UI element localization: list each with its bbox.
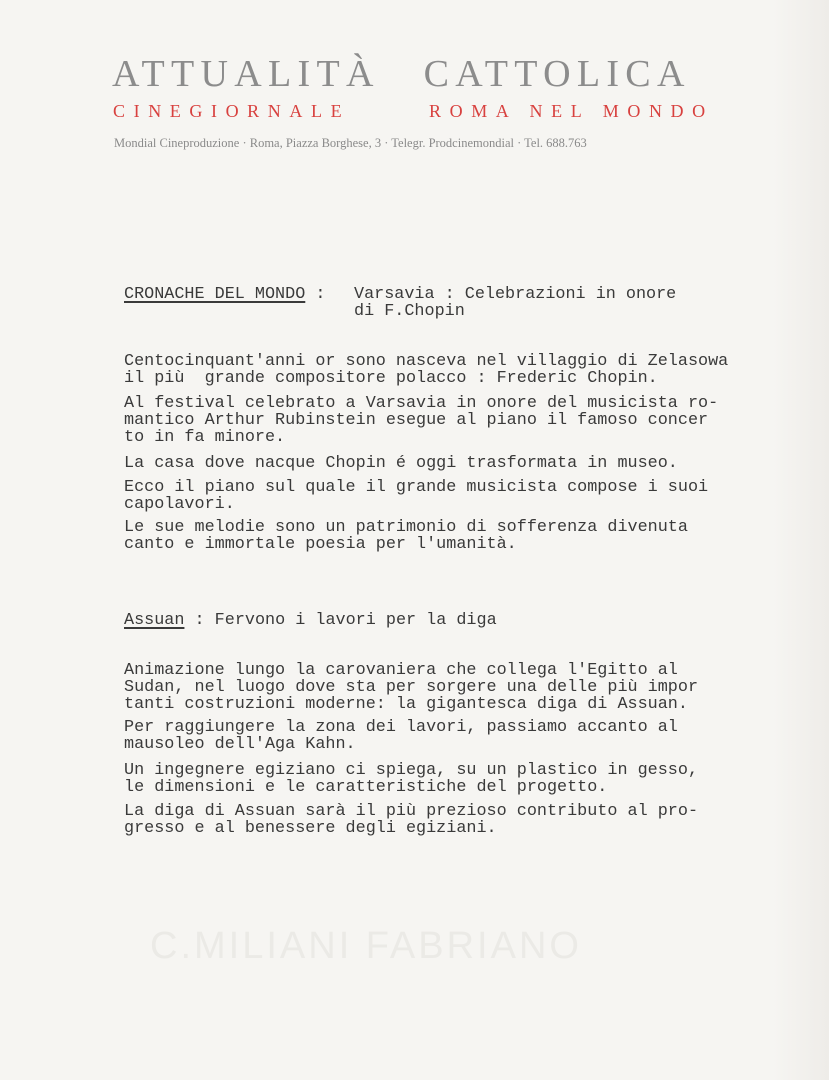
separator: : [305,285,326,304]
section-label-text: CRONACHE DEL MONDO [124,285,306,304]
section-label-text: Assuan [124,611,185,630]
section-title [354,286,676,320]
paragraph [124,803,698,837]
section-title: Fervono i lavori per la diga [214,611,497,630]
text-line: mausoleo dell'Aga Kahn. [124,735,356,754]
text-line: capolavori. [124,495,235,514]
paragraph [124,353,728,387]
paragraph [124,762,698,796]
title-line: di F.Chopin [354,302,465,321]
letterhead-address: Mondial Cineproduzione · Roma, Piazza Borghese, 3 · Telegr. Prodcinemondial · Tel. 688.763 [114,136,587,150]
text-line: canto e immortale poesia per l'umanità. [124,535,517,554]
paragraph [124,519,688,553]
title-left: ATTUALITÀ [112,53,380,95]
separator: : [184,611,205,630]
letterhead-title [112,52,691,96]
paragraph [124,719,678,753]
subtitle-left: CINEGIORNALE [113,101,351,121]
watermark: C.MILIANI FABRIANO [150,925,582,967]
section-label [124,286,325,303]
text-line: Animazione lungo la carovaniera che collega l'Egitto al [124,661,678,680]
text-line: le dimensioni e le caratteristiche del progetto. [124,778,608,797]
text-line: La diga di Assuan sarà il più prezioso contributo al pro- [124,802,699,821]
paragraph [124,479,708,513]
title-line: Varsavia : Celebrazioni in onore [354,285,677,304]
paragraph [124,455,678,472]
text-line: Le sue melodie sono un patrimonio di sofferenza divenuta [124,518,688,537]
text-line: Ecco il piano sul quale il grande musicista compose i suoi [124,478,709,497]
paragraph [124,662,698,713]
text-line: to in fa minore. [124,428,286,447]
section-heading [124,612,497,629]
text-line: Per raggiungere la zona dei lavori, passiamo accanto al [124,718,678,737]
text-line: gresso e al benessere degli egiziani. [124,819,497,838]
subtitle-right: ROMA NEL MONDO [429,101,714,121]
paper-edge [773,0,829,1080]
text-line: La casa dove nacque Chopin é oggi trasformata in museo. [124,454,678,473]
paragraph [124,395,718,446]
text-line: tanti costruzioni moderne: la gigantesca diga di Assuan. [124,695,688,714]
title-right: CATTOLICA [423,53,691,95]
text-line: Al festival celebrato a Varsavia in onore del musicista ro- [124,394,719,413]
text-line: Un ingegnere egiziano ci spiega, su un plastico in gesso, [124,761,699,780]
text-line: Centocinquant'anni or sono nasceva nel villaggio di Zelasowa [124,352,729,371]
text-line: mantico Arthur Rubinstein esegue al piano il famoso concer [124,411,709,430]
text-line: Sudan, nel luogo dove sta per sorgere una delle più impor [124,678,699,697]
text-line: il più grande compositore polacco : Frederic Chopin. [124,369,658,388]
